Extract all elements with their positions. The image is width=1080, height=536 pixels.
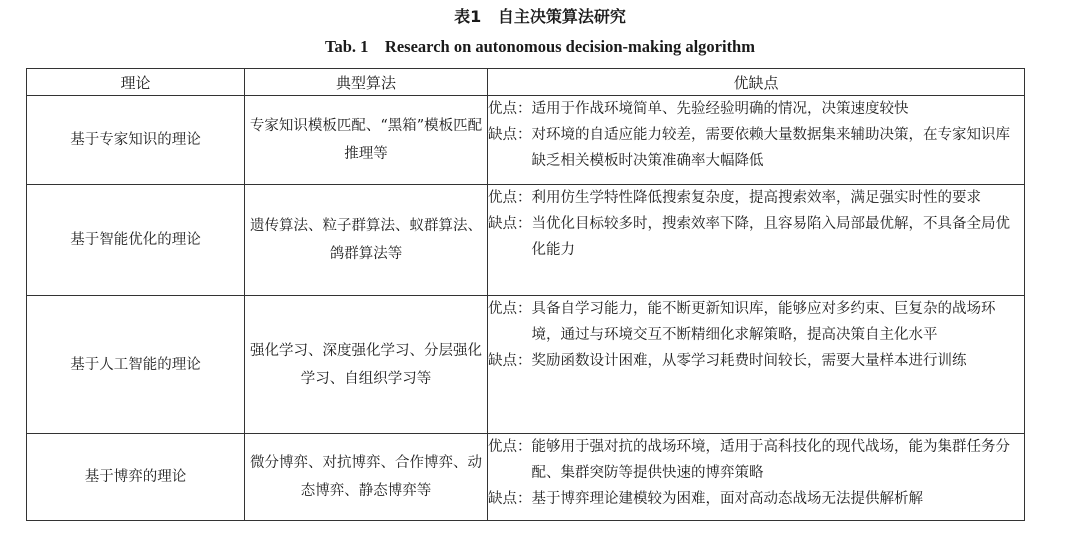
table-row [27,296,1025,434]
header-algorithms: 典型算法 [245,69,488,96]
pros-text: 利用仿生学特性降低搜索复杂度，提高搜索效率，满足强实时性的要求 [531,190,981,206]
table-header-row [27,69,1025,96]
table-caption-chinese: 表1 自主决策算法研究 [454,7,626,26]
table-caption-english: Tab. 1 Research on autonomous decision-making algorithm [325,37,755,56]
pros-label: 优点： [488,301,532,317]
pros-label: 优点： [488,101,532,117]
cons-line [488,348,1024,374]
pros-cons-cell [488,434,1025,521]
pros-text: 具备自学习能力，能不断更新知识库，能够应对多约束、巨复杂的战场环境，通过与环境交互不断精细化求解策略，提高决策自主化水平 [531,301,996,343]
cons-label: 缺点： [488,353,532,369]
pros-line [488,96,1024,122]
cons-text: 对环境的自适应能力较差，需要依赖大量数据集来辅助决策，在专家知识库缺乏相关模板时决策准确率大幅降低 [531,127,1010,169]
pros-line [488,185,1024,211]
pros-line [488,296,1024,348]
table-row [27,96,1025,185]
theory-cell: 基于人工智能的理论 [27,296,245,434]
algorithms-cell: 遗传算法、粒子群算法、蚁群算法、鸽群算法等 [245,185,488,296]
algorithms-cell: 强化学习、深度强化学习、分层强化学习、自组织学习等 [245,296,488,434]
cons-text: 基于博弈理论建模较为困难，面对高动态战场无法提供解析解 [531,491,923,507]
cons-label: 缺点： [488,216,532,232]
header-pros-cons: 优缺点 [488,69,1025,96]
theory-cell: 基于专家知识的理论 [27,96,245,185]
pros-line [488,434,1024,486]
pros-cons-cell [488,96,1025,185]
cons-line [488,122,1024,174]
theory-cell: 基于智能优化的理论 [27,185,245,296]
pros-cons-cell [488,296,1025,434]
cons-text: 奖励函数设计困难，从零学习耗费时间较长，需要大量样本进行训练 [531,353,967,369]
algorithms-cell: 微分博弈、对抗博弈、合作博弈、动态博弈、静态博弈等 [245,434,488,521]
table-row [27,434,1025,521]
cons-line [488,486,1024,512]
cons-text: 当优化目标较多时，搜索效率下降，且容易陷入局部最优解，不具备全局优化能力 [531,216,1010,258]
algorithm-research-table [26,68,1025,521]
pros-text: 能够用于强对抗的战场环境，适用于高科技化的现代战场，能为集群任务分配、集群突防等提供快速的博弈策略 [531,439,1010,481]
cons-label: 缺点： [488,127,532,143]
pros-label: 优点： [488,439,532,455]
theory-cell: 基于博弈的理论 [27,434,245,521]
cons-line [488,211,1024,263]
pros-text: 适用于作战环境简单、先验经验明确的情况，决策速度较快 [531,101,909,117]
pros-label: 优点： [488,190,532,206]
header-theory: 理论 [27,69,245,96]
algorithms-cell: 专家知识模板匹配、“黑箱”模板匹配推理等 [245,96,488,185]
cons-label: 缺点： [488,491,532,507]
pros-cons-cell [488,185,1025,296]
table-row [27,185,1025,296]
